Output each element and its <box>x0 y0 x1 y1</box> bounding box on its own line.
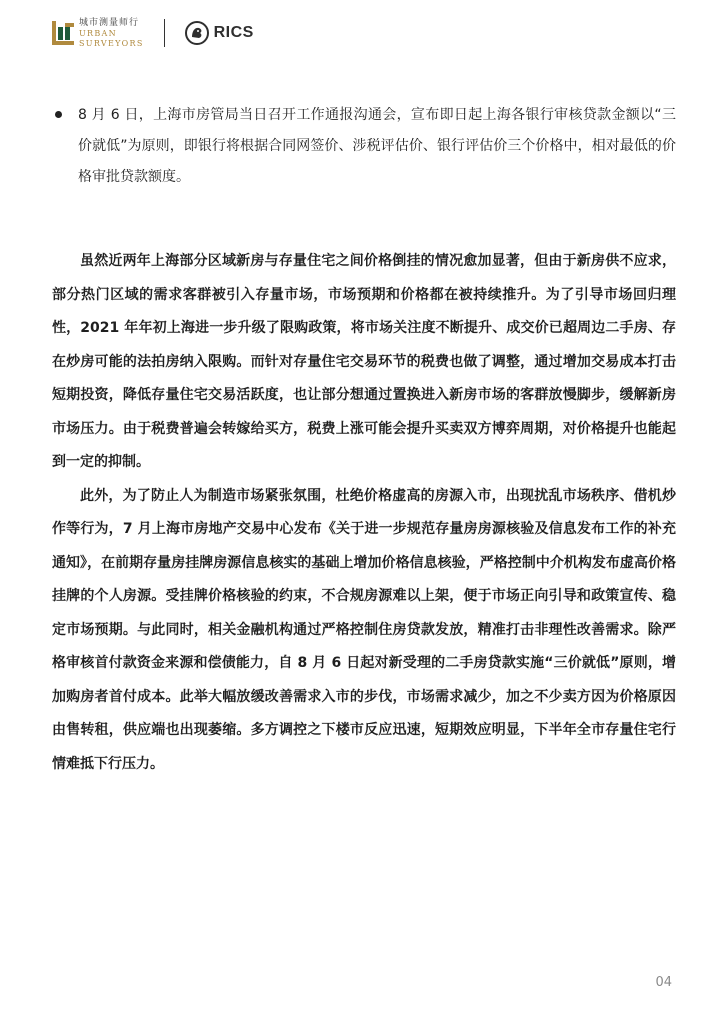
bullet-dot-icon <box>55 111 62 118</box>
page-header <box>52 18 254 48</box>
rics-logo <box>185 21 254 45</box>
bullet-item <box>52 100 676 193</box>
body-paragraph-2: 此外，为了防止人为制造市场紧张氛围，杜绝价格虚高的房源入市，出现扰乱市场秩序、借机炒作等行为，7 月上海市房地产交易中心发布《关于进一步规范存量房房源核验及信息发布工作的补充通知》，在前期存量房挂牌房源信息核实的基础上增加价格信息核验，严格控制中介机构发布虚高价格挂牌的个人房源。受挂牌价格核验的约束，不合规房源难以上架，便于市场正向引导和政策宣传、稳定市场预期。与此同时，相关金融机构通过严格控制住房贷款发放，精准打击非理性改善需求。除严格审核首付款资金来源和偿债能力，自 8 月 6 日起对新受理的二手房贷款实施“三价就低”原则，增加购房者首付成本。此举大幅放缓改善需求入市的步伐，市场需求减少，加之不少卖方因为价格原因由售转租，供应端也出现萎缩。多方调控之下楼市反应迅速，短期效应明显，下半年全市存量住宅行情难抵下行压力。 <box>52 487 676 772</box>
body-paragraph-1: 虽然近两年上海部分区域新房与存量住宅之间价格倒挂的情况愈加显著，但由于新房供不应求，部分热门区域的需求客群被引入存量市场，市场预期和价格都在被持续推升。为了引导市场回归理性，2021 年年初上海进一步升级了限购政策，将市场关注度不断提升、成交价已超周边二手房、存在炒房可能的法拍房纳入限购。而针对存量住宅交易环节的税费也做了调整，通过增加交易成本打击短期投资，降低存量住宅交易活跃度，也让部分想通过置换进入新房市场的客群放慢脚步，缓解新房市场压力。由于税费普遍会转嫁给买方，税费上涨可能会提升买卖双方博弈周期，对价格提升也能起到一定的抑制。 <box>52 253 676 470</box>
header-divider <box>164 19 165 47</box>
page-number: 04 <box>655 975 672 990</box>
urban-surveyors-logo <box>52 19 144 48</box>
urban-logo-chinese: 城市测量师行 <box>79 17 140 28</box>
urban-surveyors-emblem-icon <box>52 19 74 47</box>
urban-logo-english-line1: URBAN <box>79 28 117 38</box>
document-body <box>52 100 676 781</box>
rics-logo-text: RICS <box>213 24 254 41</box>
bullet-text: 8 月 6 日，上海市房管局当日召开工作通报沟通会，宣布即日起上海各银行审核贷款金额以“三价就低”为原则，即银行将根据合同网签价、涉税评估价、银行评估价三个价格中，相对最低的价格审批贷款额度。 <box>78 107 676 185</box>
urban-logo-english-line2: SURVEYORS <box>79 38 144 48</box>
lion-icon <box>185 21 209 45</box>
